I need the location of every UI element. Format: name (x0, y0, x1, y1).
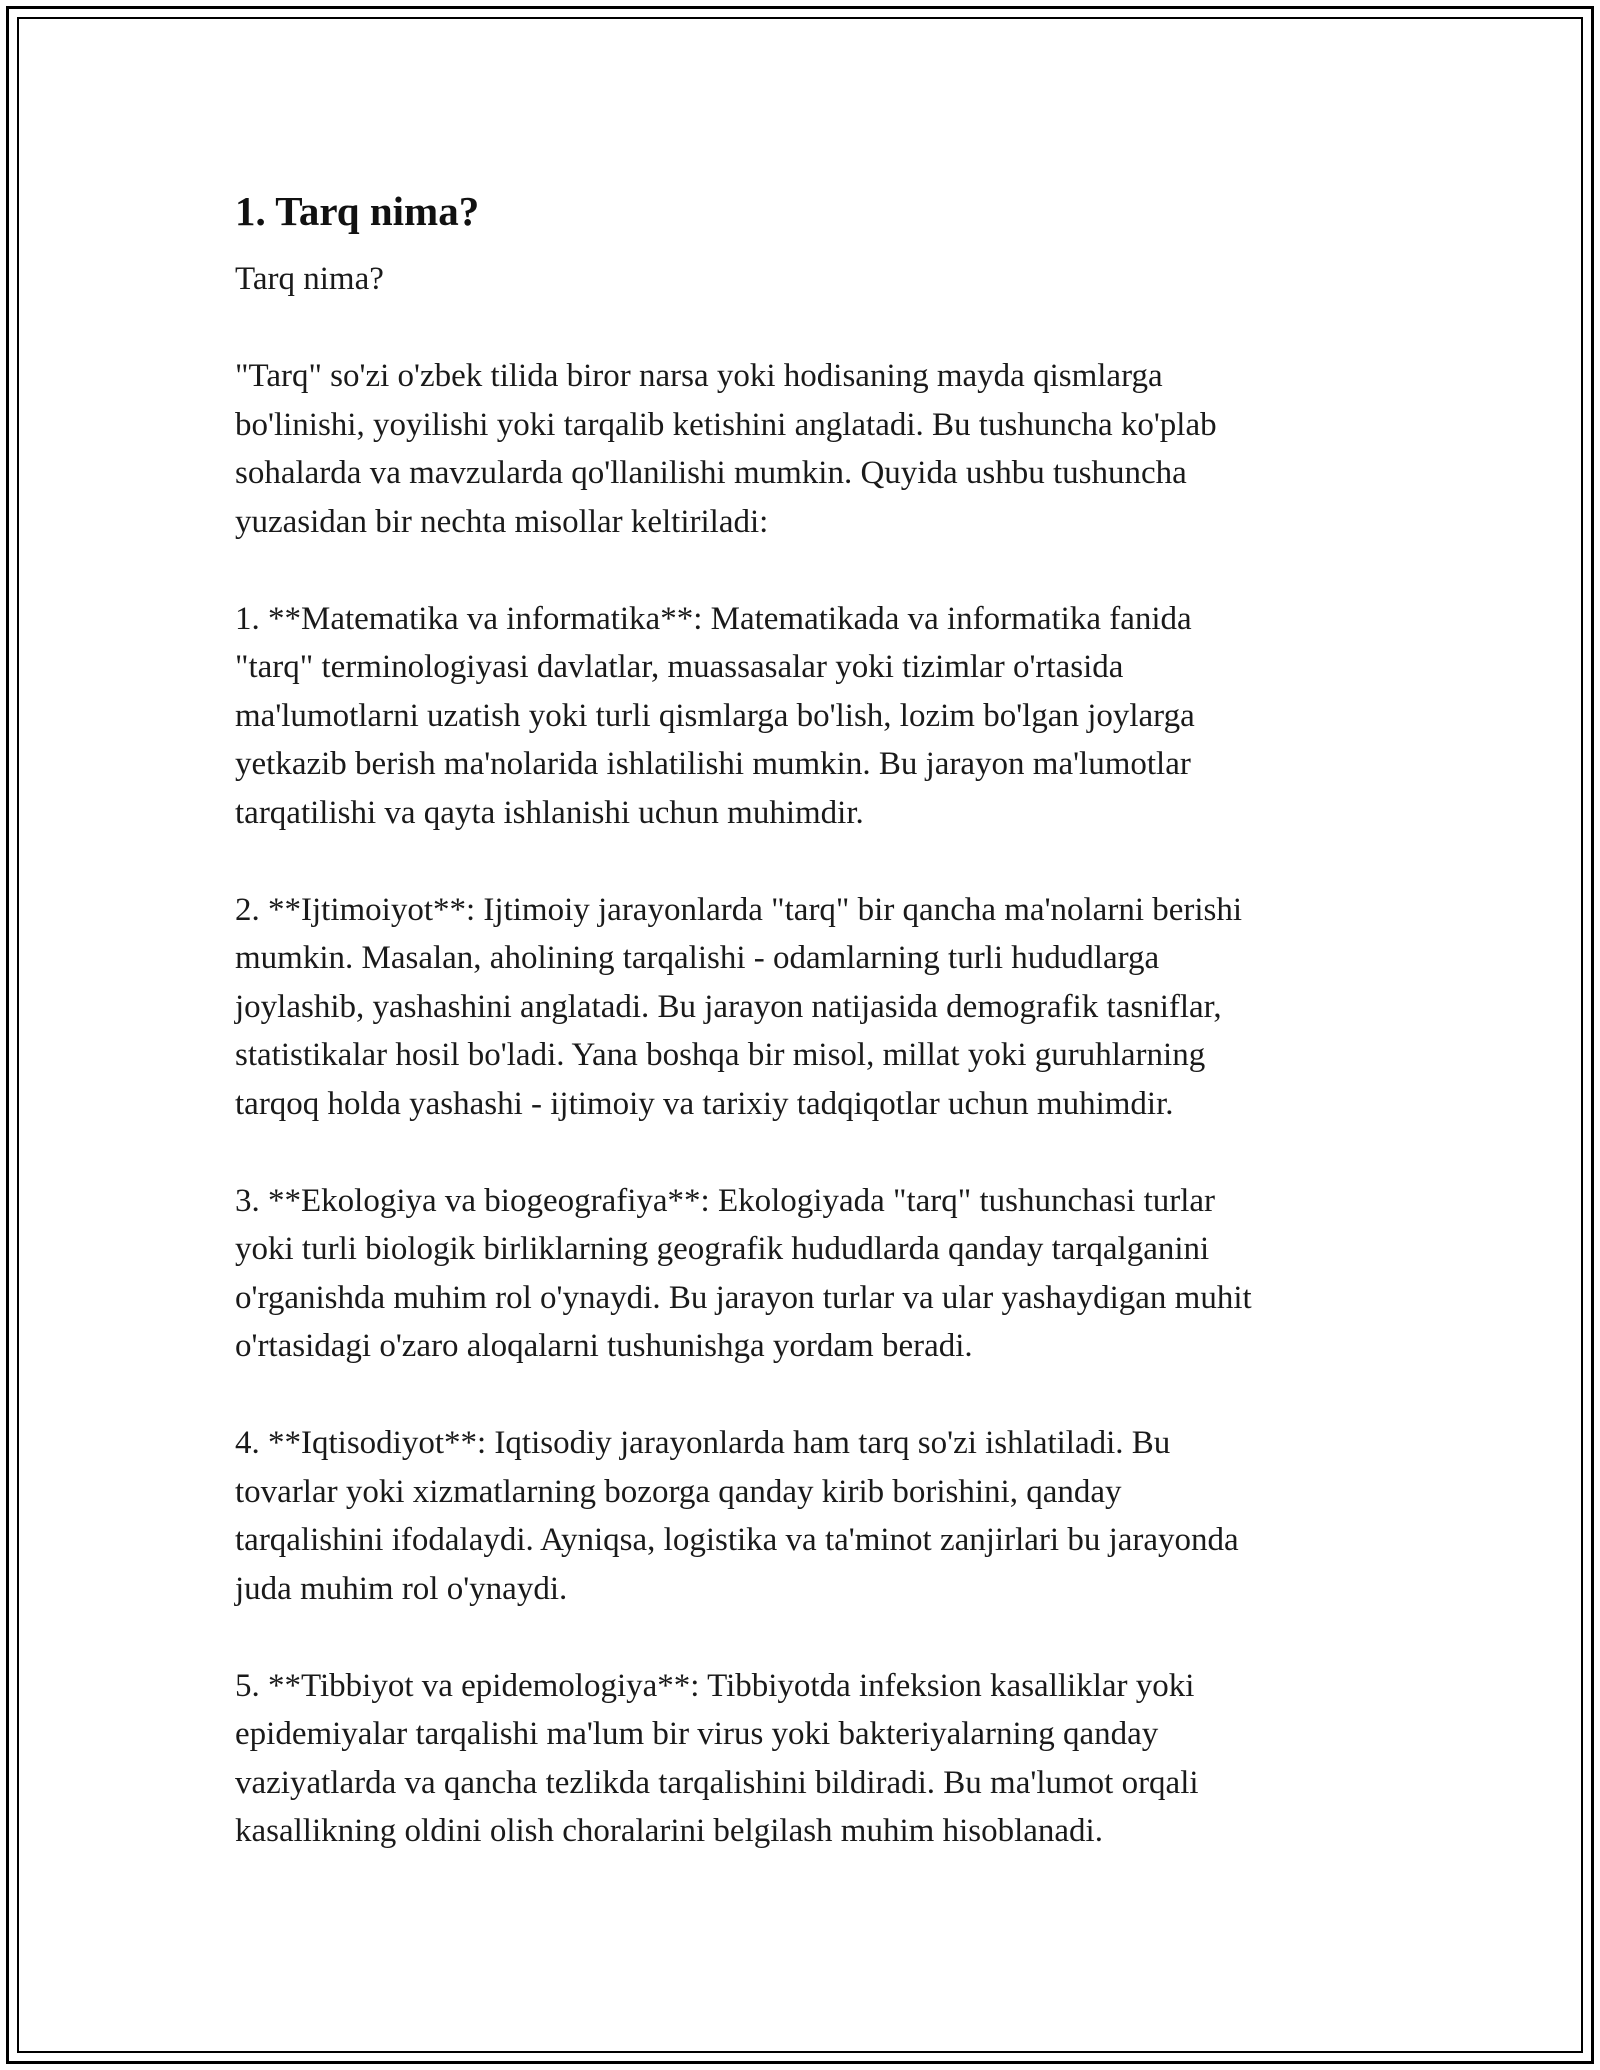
paragraph-line: "Tarq" so'zi o'zbek tilida biror narsa yoki hodisaning mayda qismlarga (235, 358, 1163, 394)
document-paragraph (235, 1419, 1375, 1613)
paragraph-line: tovarlar yoki xizmatlarning bozorga qanday kirib borishini, qanday (235, 1473, 1122, 1510)
paragraph-line: sohalarda va mavzularda qo'llanilishi mumkin. Quyida ushbu tushuncha (235, 455, 1187, 491)
paragraph-line: "tarq" terminologiyasi davlatlar, muassasalar yoki tizimlar o'rtasida (235, 649, 1124, 685)
paragraph-line: epidemiyalar tarqalishi ma'lum bir virus yoki bakteriyalarning qanday (235, 1716, 1159, 1752)
document-body (235, 185, 1375, 1904)
paragraph-line: statistikalar hosil bo'ladi. Yana boshqa bir misol, millat yoki guruhlarning (235, 1037, 1206, 1073)
paragraph-line: yetkazib berish ma'nolarida ishlatilishi mumkin. Bu jarayon ma'lumotlar (235, 746, 1191, 782)
paragraph-line: tarqatilishi va qayta ishlanishi uchun muhimdir. (235, 794, 864, 831)
document-paragraph (235, 886, 1375, 1129)
paragraph-line: yoki turli biologik birliklarning geografik hududlarda qanday tarqalganini (235, 1231, 1210, 1267)
paragraph-line: Tarq nima? (235, 261, 384, 297)
paragraph-line: kasallikning oldini olish choralarini belgilash muhim hisoblanadi. (235, 1813, 1103, 1849)
paragraph-list (235, 255, 1375, 1856)
paragraph-line: joylashib, yashashini anglatadi. Bu jarayon natijasida demografik tasniflar, (235, 988, 1222, 1025)
paragraph-line: mumkin. Masalan, aholining tarqalishi - odamlarning turli hududlarga (235, 940, 1160, 976)
paragraph-line: juda muhim rol o'ynaydi. (235, 1570, 568, 1607)
paragraph-line: o'rtasidagi o'zaro aloqalarni tushunishga yordam beradi. (235, 1328, 973, 1364)
document-paragraph (235, 352, 1375, 546)
paragraph-line: o'rganishda muhim rol o'ynaydi. Bu jarayon turlar va ular yashaydigan muhit (235, 1279, 1252, 1316)
paragraph-line: yuzasidan bir nechta misollar keltiriladi: (235, 503, 769, 540)
paragraph-line: tarqoq holda yashashi - ijtimoiy va tarixiy tadqiqotlar uchun muhimdir. (235, 1085, 1174, 1122)
document-heading: 1. Tarq nima? (235, 188, 480, 234)
paragraph-line: 1. **Matematika va informatika**: Matematikada va informatika fanida (235, 600, 1192, 637)
document-paragraph (235, 1662, 1375, 1856)
paragraph-line: vaziyatlarda va qancha tezlikda tarqalishini bildiradi. Bu ma'lumot orqali (235, 1764, 1199, 1801)
paragraph-line: 5. **Tibbiyot va epidemologiya**: Tibbiyotda infeksion kasalliklar yoki (235, 1667, 1195, 1704)
document-paragraph (235, 595, 1375, 838)
paragraph-line: bo'linishi, yoyilishi yoki tarqalib ketishini anglatadi. Bu tushuncha ko'plab (235, 406, 1217, 443)
paragraph-line: ma'lumotlarni uzatish yoki turli qismlarga bo'lish, lozim bo'lgan joylarga (235, 697, 1195, 734)
document-paragraph (235, 255, 1375, 304)
paragraph-line: 4. **Iqtisodiyot**: Iqtisodiy jarayonlarda ham tarq so'zi ishlatiladi. Bu (235, 1425, 1171, 1461)
document-paragraph (235, 1177, 1375, 1371)
paragraph-line: 3. **Ekologiya va biogeografiya**: Ekologiyada "tarq" tushunchasi turlar (235, 1182, 1216, 1219)
paragraph-line: tarqalishini ifodalaydi. Ayniqsa, logistika va ta'minot zanjirlari bu jarayonda (235, 1522, 1239, 1558)
paragraph-line: 2. **Ijtimoiyot**: Ijtimoiy jarayonlarda "tarq" bir qancha ma'nolarni berishi (235, 891, 1243, 928)
